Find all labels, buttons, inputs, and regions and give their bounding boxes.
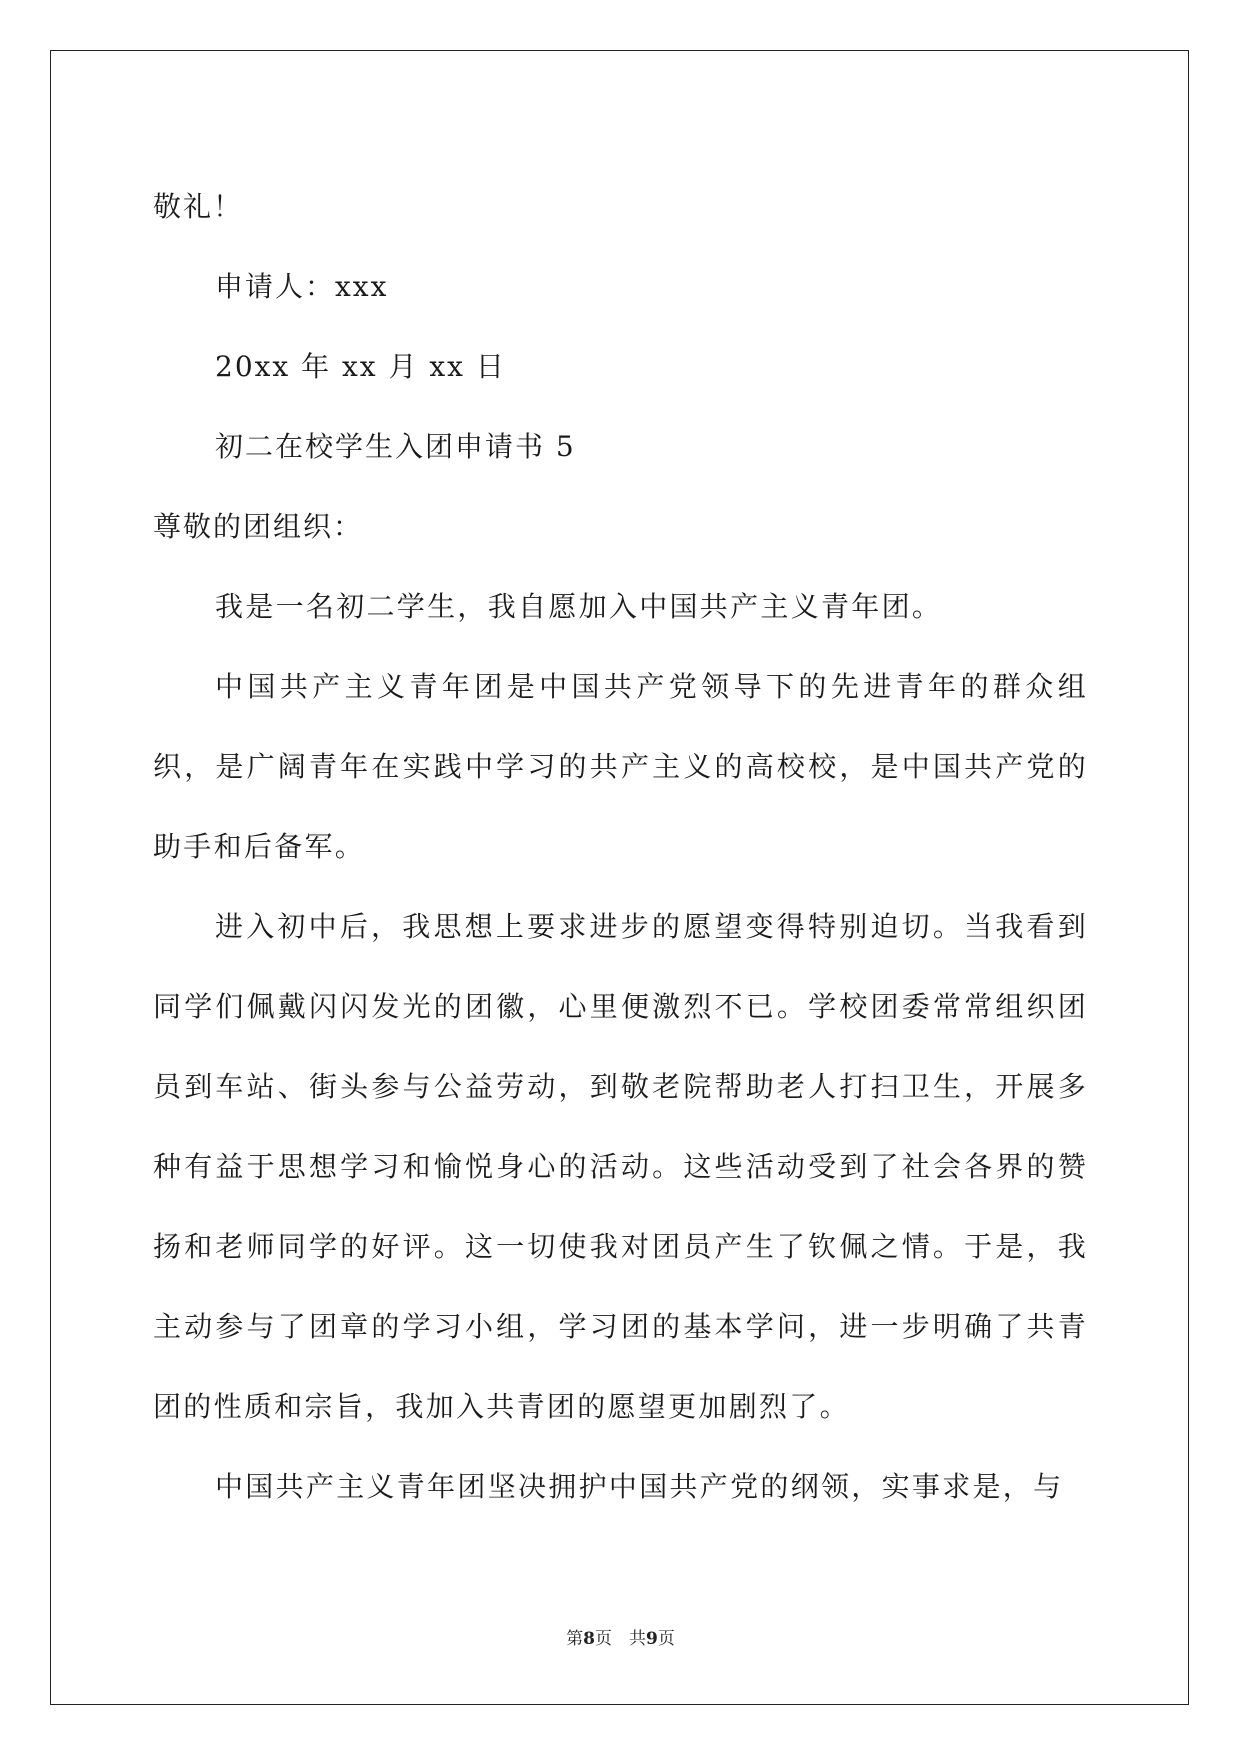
closing-text: 敬礼！: [153, 190, 244, 223]
paragraph: 中国共产主义青年团是中国共产党领导下的先进青年的群众组织，是广阔青年在实践中学习的共产主义的高校校，是中国共产党的助手和后备军。: [153, 670, 1088, 863]
date-line: 20xx 年 xx 月 xx 日: [215, 350, 506, 383]
document-body: [153, 167, 1088, 1527]
page-footer: [0, 1624, 1241, 1649]
paragraph: 中国共产主义青年团坚决拥护中国共产党的纲领，实事求是，与: [215, 1470, 1064, 1503]
salutation: 尊敬的团组织：: [153, 510, 364, 543]
page-prefix: 第: [566, 1629, 584, 1649]
section-title: 初二在校学生入团申请书 5: [215, 430, 576, 463]
applicant-line: 申请人：xxx: [215, 270, 389, 303]
page-suffix: 页: [657, 1629, 675, 1649]
paragraph: 我是一名初二学生，我自愿加入中国共产主义青年团。: [215, 590, 943, 623]
page-total-number: 9: [646, 1629, 658, 1649]
paragraph: 进入初中后，我思想上要求进步的愿望变得特别迫切。当我看到同学们佩戴闪闪发光的团徽，心里便激烈不已。学校团委常常组织团员到车站、街头参与公益劳动，到敬老院帮助老人打扫卫生，开展多种有益于思想学习和愉悦身心的活动。这些活动受到了社会各界的赞扬和老师同学的好评。这一切使我对团员产生了钦佩之情。于是，我主动参与了团章的学习小组，学习团的基本学问，进一步明确了共青团的性质和宗旨，我加入共青团的愿望更加剧烈了。: [153, 910, 1088, 1423]
page-mid: 页 共: [595, 1629, 646, 1649]
page-current-number: 8: [583, 1629, 595, 1649]
